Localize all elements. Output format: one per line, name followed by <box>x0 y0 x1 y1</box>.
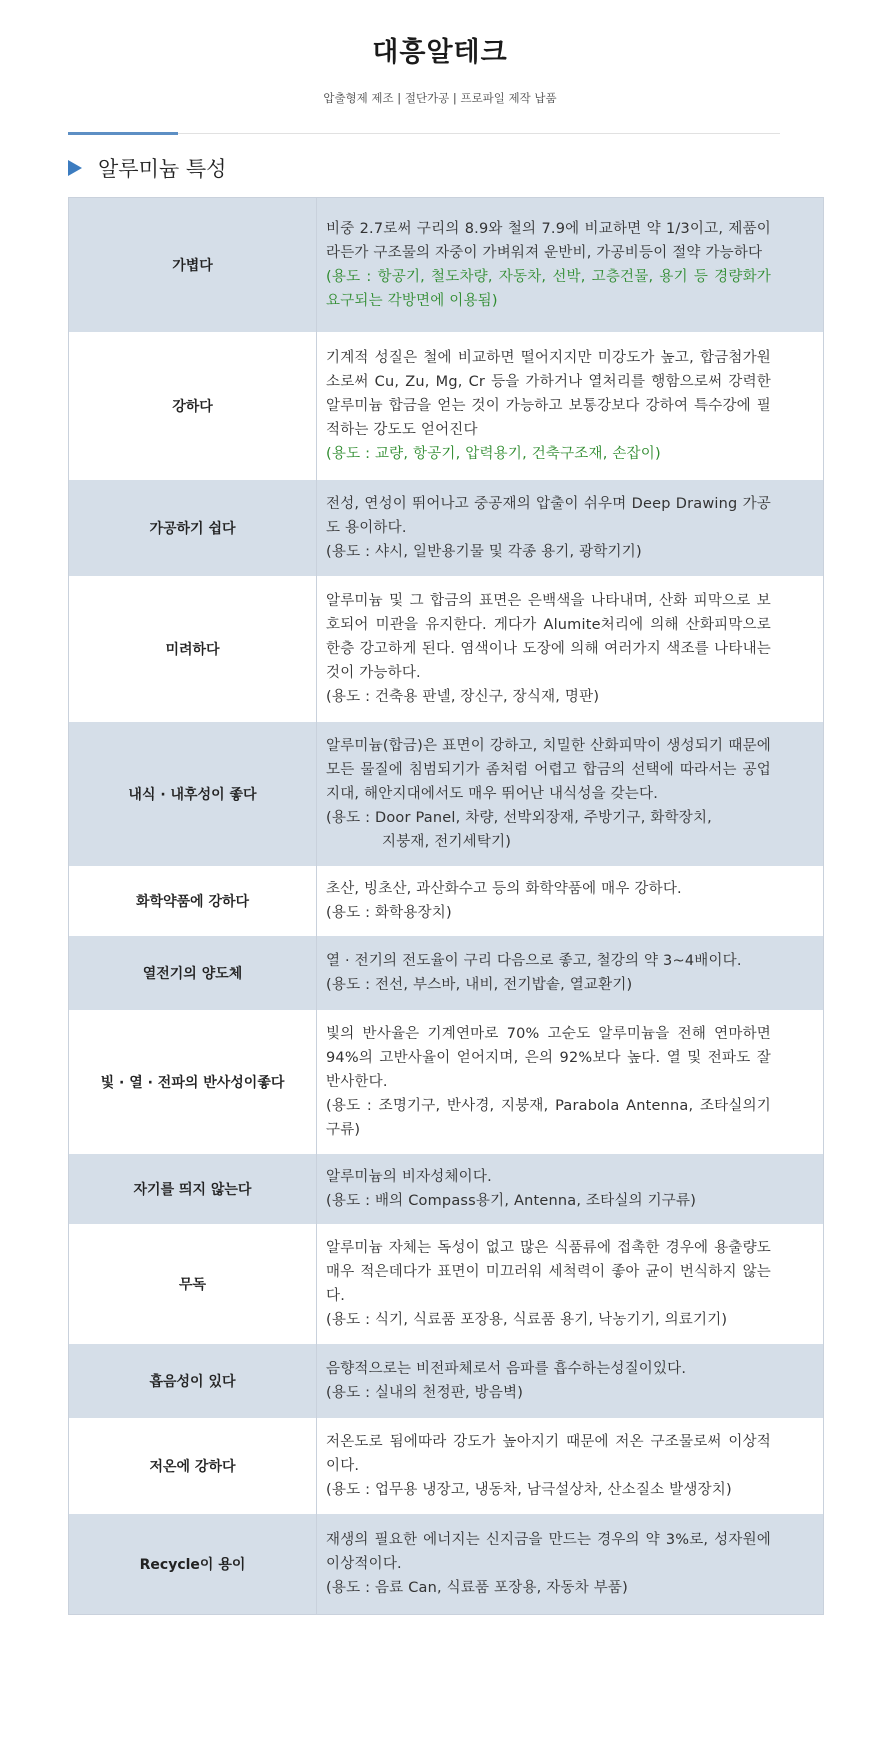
property-description: 재생의 필요한 에너지는 신지금을 만드는 경우의 약 3%로, 성자원에 이상적이다. <box>326 1532 771 1572</box>
table-row <box>69 1418 823 1514</box>
property-description: 초산, 빙초산, 과산화수고 등의 화학약품에 매우 강하다. <box>326 881 682 897</box>
property-cell <box>317 576 824 722</box>
property-use: (용도 : 식기, 식료품 포장용, 식료품 용기, 낙농기기, 의료기기) <box>326 1312 728 1328</box>
property-description: 알루미늄 자체는 독성이 없고 많은 식품류에 접촉한 경우에 용출량도 매우 적은데다가 표면이 미끄러워 세척력이 좋아 균이 번식하지 않는다. <box>326 1240 771 1304</box>
property-use: (용도 : 전선, 부스바, 내비, 전기밥솥, 열교환기) <box>326 977 633 993</box>
property-description: 기계적 성질은 철에 비교하면 떨어지지만 미강도가 높고, 합금첨가원소로써 Cu, Zu, Mg, Cr 등을 가하거나 열처리를 행함으로써 강력한 알루미늄 합금을 얻는 것이 가능하고 보통강보다 강하여 특수강에 필적하는 강도도 얻어진다 <box>326 350 771 438</box>
table-row <box>69 480 823 576</box>
properties-table <box>68 197 824 1615</box>
property-use: (용도 : 실내의 천정판, 방음벽) <box>326 1385 524 1401</box>
property-cell <box>317 480 824 576</box>
property-description: 알루미늄의 비자성체이다. <box>326 1169 492 1185</box>
section-heading <box>68 153 226 183</box>
property-cell <box>317 1154 824 1224</box>
property-description: 전성, 연성이 뛰어나고 중공재의 압출이 쉬우며 Deep Drawing 가공도 용이하다. <box>326 496 771 536</box>
property-description: 빛의 반사율은 기계연마로 70% 고순도 알루미늄을 전해 연마하면 94%의 고반사율이 얻어지며, 은의 92%보다 높다. 열 및 전파도 잘 반사한다. <box>326 1026 771 1090</box>
property-use: (용도 : 건축용 판넬, 장신구, 장식재, 명판) <box>326 689 600 705</box>
site-title: 대흥알테크 <box>372 37 508 68</box>
property-cell <box>317 722 824 866</box>
property-name: 내식 · 내후성이 좋다 <box>69 722 317 866</box>
table-row <box>69 198 823 332</box>
property-use-continued: 지붕재, 전기세탁기) <box>382 834 512 850</box>
property-use: (용도 : 업무용 냉장고, 냉동차, 남극설상차, 산소질소 발생장치) <box>326 1482 732 1498</box>
property-description: 저온도로 됨에따라 강도가 높아지기 때문에 저온 구조물로써 이상적이다. <box>326 1434 771 1474</box>
property-name: 흡음성이 있다 <box>69 1344 317 1418</box>
property-name: 미려하다 <box>69 576 317 722</box>
property-use: (용도 : 샤시, 일반용기물 및 각종 용기, 광학기기) <box>326 544 642 560</box>
property-name: 가볍다 <box>69 198 317 332</box>
property-use: (용도 : 항공기, 철도차량, 자동차, 선박, 고층건물, 용기 등 경량화가 요구되는 각방면에 이용됨) <box>326 269 771 309</box>
property-cell <box>317 198 824 332</box>
property-name: Recycle이 용이 <box>69 1514 317 1614</box>
property-cell <box>317 1010 824 1154</box>
property-cell <box>317 936 824 1010</box>
table-row <box>69 1010 823 1154</box>
table-row <box>69 1514 823 1614</box>
property-cell <box>317 1224 824 1344</box>
property-name: 화학약품에 강하다 <box>69 866 317 936</box>
property-cell <box>317 1418 824 1514</box>
triangle-bullet-icon <box>68 160 82 176</box>
property-use: (용도 : 교량, 항공기, 압력용기, 건축구조재, 손잡이) <box>326 446 661 462</box>
site-subtitle: 압출형제 제조 | 절단가공 | 프로파일 제작 납품 <box>323 91 557 105</box>
table-row <box>69 866 823 936</box>
property-cell <box>317 866 824 936</box>
property-use: (용도 : 조명기구, 반사경, 지붕재, Parabola Antenna, 조타실의기구류) <box>326 1098 771 1138</box>
table-row <box>69 1224 823 1344</box>
table-row <box>69 1154 823 1224</box>
table-row <box>69 1344 823 1418</box>
property-name: 강하다 <box>69 332 317 480</box>
property-cell <box>317 332 824 480</box>
property-description: 열 · 전기의 전도율이 구리 다음으로 좋고, 철강의 약 3~4배이다. <box>326 953 742 969</box>
property-description: 알루미늄 및 그 합금의 표면은 은백색을 나타내며, 산화 피막으로 보호되어 미관을 유지한다. 게다가 Alumite처리에 의해 산화피막으로 한층 강고하게 된다. 염색이나 도장에 의해 여러가지 색조를 나타내는 것이 가능하다. <box>326 593 771 681</box>
property-description: 알루미늄(합금)은 표면이 강하고, 치밀한 산화피막이 생성되기 때문에 모든 물질에 침범되기가 좀처럼 어렵고 합금의 선택에 따라서는 공업지대, 해안지대에서도 매우 뛰어난 내식성을 갖는다. <box>326 738 771 802</box>
divider-accent <box>68 132 178 135</box>
table-row <box>69 936 823 1010</box>
property-name: 자기를 띄지 않는다 <box>69 1154 317 1224</box>
property-description: 음향적으로는 비전파체로서 음파를 흡수하는성질이있다. <box>326 1361 687 1377</box>
table-row <box>69 722 823 866</box>
property-cell <box>317 1514 824 1614</box>
property-use: (용도 : Door Panel, 차량, 선박외장재, 주방기구, 화학장치, <box>326 810 712 826</box>
property-use: (용도 : 음료 Can, 식료품 포장용, 자동차 부품) <box>326 1580 628 1596</box>
property-name: 저온에 강하다 <box>69 1418 317 1514</box>
property-use: (용도 : 화학용장치) <box>326 905 452 921</box>
property-cell <box>317 1344 824 1418</box>
property-name: 가공하기 쉽다 <box>69 480 317 576</box>
table-row <box>69 332 823 480</box>
table-row <box>69 576 823 722</box>
section-title: 알루미늄 특성 <box>98 157 227 181</box>
property-description: 비중 2.7로써 구리의 8.9와 철의 7.9에 비교하면 약 1/3이고, 제품이라든가 구조물의 자중이 가벼워져 운반비, 가공비등이 절약 가능하다 <box>326 221 771 261</box>
property-use: (용도 : 배의 Compass용기, Antenna, 조타실의 기구류) <box>326 1193 697 1209</box>
property-name: 빛 · 열 · 전파의 반사성이좋다 <box>69 1010 317 1154</box>
property-name: 열전기의 양도체 <box>69 936 317 1010</box>
property-name: 무독 <box>69 1224 317 1344</box>
